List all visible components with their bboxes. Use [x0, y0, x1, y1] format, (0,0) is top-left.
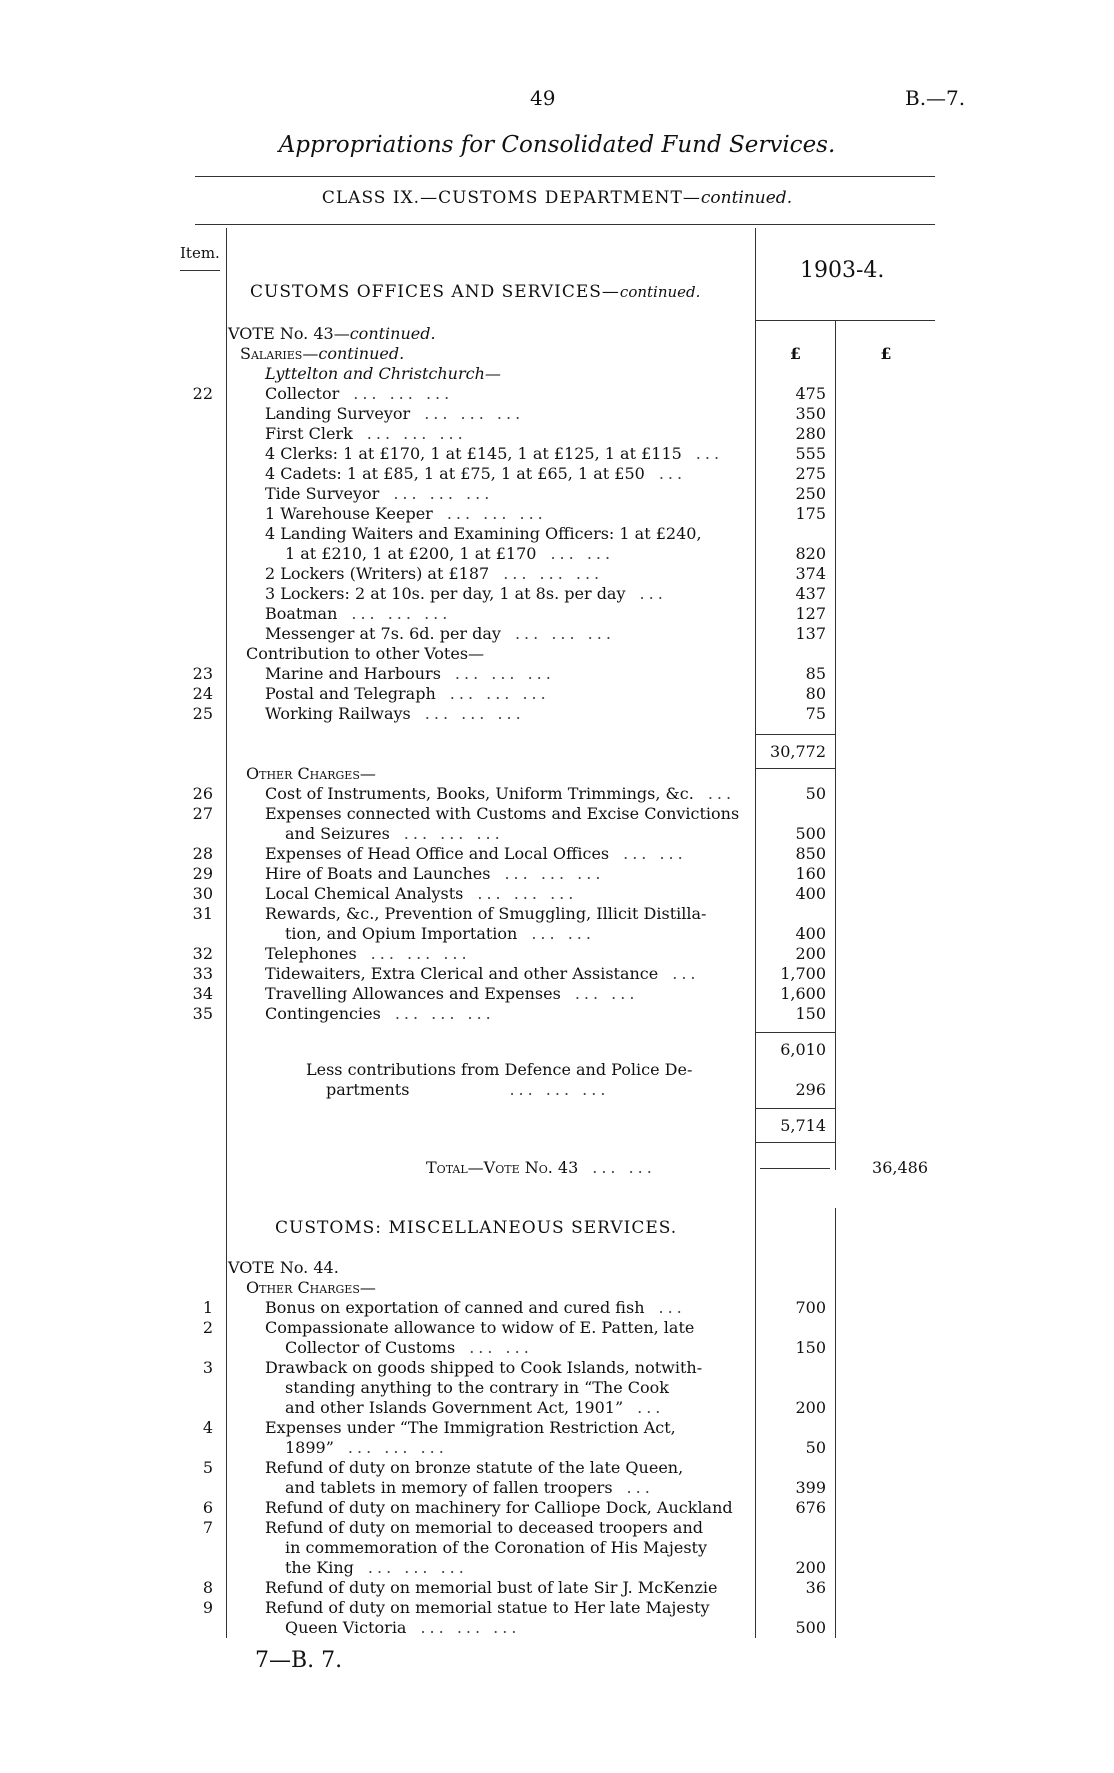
line-item-amount: 850 — [795, 844, 826, 863]
net-rule-bottom — [756, 1142, 835, 1143]
dot-leader: ... ... — [574, 984, 639, 1003]
dot-leader: ... — [658, 1298, 686, 1317]
line-item-text — [285, 1558, 468, 1578]
line-item-label: Local Chemical Analysts — [265, 884, 464, 903]
line-item-amount: 150 — [795, 1338, 826, 1357]
year-header: 1903-4. — [800, 258, 885, 283]
line-item-text — [285, 1398, 664, 1418]
item-number: 24 — [192, 684, 213, 703]
line-item-text — [265, 684, 550, 704]
dot-leader: ... ... ... — [347, 1438, 448, 1457]
item-number: 4 — [202, 1418, 213, 1437]
other-charges-label: Other Charges— — [246, 764, 376, 783]
line-item-text — [265, 444, 723, 464]
line-item-text — [265, 1004, 495, 1024]
total-vote-43-label: Total—Vote No. 43 ... ... — [426, 1158, 656, 1177]
item-number: 7 — [202, 1518, 213, 1537]
less-contributions-line1: Less contributions from Defence and Police De- — [306, 1060, 693, 1079]
other-subtotal-rule — [756, 1032, 835, 1033]
line-item-label: Refund of duty on machinery for Calliope Dock, Auckland — [265, 1498, 733, 1517]
dot-leader: ... ... ... — [393, 484, 494, 503]
line-item-amount: 250 — [795, 484, 826, 503]
dot-leader: ... ... — [623, 844, 687, 863]
salaries-subtotal-rule-bottom — [756, 768, 835, 769]
salaries-subtotal-rule — [756, 734, 835, 735]
line-item-text — [265, 984, 638, 1004]
line-item-label: Cost of Instruments, Books, Uniform Trimmings, &c. — [265, 784, 694, 803]
line-item-label: Queen Victoria — [285, 1618, 407, 1637]
item-number: 2 — [202, 1318, 213, 1337]
pound-sign-col1: £ — [789, 344, 802, 363]
section-title: CUSTOMS OFFICES AND SERVICES—continued. — [250, 282, 701, 302]
dot-leader: ... ... — [531, 924, 595, 943]
item-column-rule — [226, 228, 227, 1638]
line-item-label: 3 Lockers: 2 at 10s. per day, 1 at 8s. per day — [265, 584, 626, 603]
location-heading: Lyttelton and Christchurch— — [265, 364, 501, 383]
line-item-label: and tablets in memory of fallen troopers — [285, 1478, 613, 1497]
year-header-rule — [756, 320, 935, 321]
line-item-text — [265, 844, 687, 864]
line-item-amount: 676 — [795, 1498, 826, 1517]
line-item-label: Collector of Customs — [285, 1338, 456, 1357]
line-item-text — [265, 1358, 702, 1378]
line-item-label: Travelling Allowances and Expenses — [265, 984, 561, 1003]
line-item-amount: 350 — [795, 404, 826, 423]
line-item-text — [265, 1598, 710, 1618]
item-number: 1 — [202, 1298, 213, 1317]
line-item-amount: 200 — [795, 1558, 826, 1577]
line-item-amount: 1,700 — [780, 964, 826, 983]
line-item-label: Expenses of Head Office and Local Offices — [265, 844, 610, 863]
line-item-text — [285, 1618, 520, 1638]
class-title: CLASS IX.—CUSTOMS DEPARTMENT—continued. — [321, 188, 793, 208]
salaries-label: Salaries—continued. — [240, 344, 405, 363]
line-item-text — [285, 1478, 654, 1498]
item-number: 6 — [202, 1498, 213, 1517]
line-item-label: First Clerk — [265, 424, 353, 443]
line-item-text — [265, 524, 702, 544]
line-item-label: Collector — [265, 384, 340, 403]
dot-leader: ... ... — [469, 1338, 533, 1357]
dot-leader: ... ... ... — [424, 704, 525, 723]
item-number: 34 — [192, 984, 213, 1003]
line-item-label: Expenses connected with Customs and Excise Convictions — [265, 804, 740, 823]
dot-leader: ... ... ... — [477, 884, 578, 903]
amount-column-rule-right-lower — [835, 1208, 836, 1638]
dot-leader: ... — [637, 1398, 665, 1417]
line-item-amount: 700 — [795, 1298, 826, 1317]
contribution-label: Contribution to other Votes— — [246, 644, 485, 663]
line-item-amount: 160 — [795, 864, 826, 883]
item-number: 28 — [192, 844, 213, 863]
vote-43-label: VOTE No. 43—continued. — [228, 324, 436, 343]
line-item-text — [265, 804, 739, 824]
dot-leader: ... ... — [550, 544, 615, 563]
vote-44-label: VOTE No. 44. — [228, 1258, 339, 1277]
dot-leader: ... ... ... — [367, 1558, 468, 1577]
line-item-text — [285, 924, 595, 944]
line-item-text — [265, 564, 603, 584]
line-item-amount: 820 — [795, 544, 826, 563]
line-item-amount: 50 — [805, 1438, 826, 1457]
dot-leader: ... ... ... — [454, 664, 555, 683]
line-item-text — [265, 1498, 733, 1518]
pound-sign-col2: £ — [880, 344, 892, 363]
line-item-label: 2 Lockers (Writers) at £187 — [265, 564, 490, 583]
line-item-amount: 137 — [795, 624, 826, 643]
line-item-label: Hire of Boats and Launches — [265, 864, 491, 883]
line-item-text — [285, 1338, 533, 1358]
dot-leader: ... ... ... — [366, 424, 467, 443]
dot-leader: ... ... ... — [514, 624, 615, 643]
line-item-text — [285, 544, 614, 564]
item-number: 9 — [202, 1598, 213, 1617]
line-item-label: 4 Cadets: 1 at £85, 1 at £75, 1 at £65, 1 at £50 — [265, 464, 645, 483]
line-item-amount: 200 — [795, 1398, 826, 1417]
dot-leader: ... ... ... — [353, 384, 454, 403]
line-item-amount: 36 — [805, 1578, 826, 1597]
line-item-text — [265, 904, 706, 924]
item-number: 33 — [192, 964, 213, 983]
line-item-amount: 175 — [795, 504, 826, 523]
line-item-label: Drawback on goods shipped to Cook Islands, notwith- — [265, 1358, 703, 1377]
line-item-amount: 555 — [795, 444, 826, 463]
line-item-amount: 200 — [795, 944, 826, 963]
salaries-subtotal: 30,772 — [770, 742, 826, 761]
line-item-amount: 500 — [795, 1618, 826, 1637]
line-item-amount: 80 — [805, 684, 826, 703]
line-item-label: 1 at £210, 1 at £200, 1 at £170 — [285, 544, 537, 563]
title-rule — [195, 176, 935, 177]
line-item-text — [265, 1458, 683, 1478]
item-number: 29 — [192, 864, 213, 883]
dot-leader: ... ... ... — [504, 864, 605, 883]
line-item-text — [265, 464, 686, 484]
line-item-text — [285, 1538, 707, 1558]
line-item-text — [285, 824, 504, 844]
dot-leader: ... — [658, 464, 687, 483]
dot-leader: ... ... ... — [446, 504, 547, 523]
line-item-text — [265, 944, 471, 964]
line-item-text — [265, 424, 467, 444]
line-item-amount: 1,600 — [780, 984, 826, 1003]
line-item-label: 1899” — [285, 1438, 334, 1457]
line-item-label: Working Railways — [265, 704, 411, 723]
dot-leader: ... ... ... — [351, 604, 452, 623]
page-number: 49 — [530, 86, 556, 110]
less-contributions-line2: partments ... ... ... — [326, 1080, 610, 1099]
line-item-text — [265, 1578, 717, 1598]
line-item-label: Contingencies — [265, 1004, 381, 1023]
report-reference: B.—7. — [905, 86, 966, 110]
line-item-label: 4 Landing Waiters and Examining Officers: 1 at £240, — [265, 524, 702, 543]
line-item-amount: 75 — [805, 704, 826, 723]
item-number: 27 — [192, 804, 213, 823]
line-item-text — [265, 404, 524, 424]
line-item-label: Tide Surveyor — [265, 484, 380, 503]
line-item-text — [265, 624, 615, 644]
line-item-text — [265, 504, 547, 524]
line-item-label: and Seizures — [285, 824, 390, 843]
line-item-label: in commemoration of the Coronation of His Majesty — [285, 1538, 708, 1557]
line-item-label: Postal and Telegraph — [265, 684, 436, 703]
line-item-text — [285, 1438, 448, 1458]
line-item-label: Refund of duty on bronze statute of the late Queen, — [265, 1458, 684, 1477]
item-number: 3 — [202, 1358, 213, 1377]
line-item-label: Rewards, &c., Prevention of Smuggling, Illicit Distilla- — [265, 904, 707, 923]
line-item-label: standing anything to the contrary in “The Cook — [285, 1378, 669, 1397]
line-item-amount: 275 — [795, 464, 826, 483]
line-item-label: Marine and Harbours — [265, 664, 441, 683]
line-item-amount: 475 — [795, 384, 826, 403]
line-item-text — [265, 964, 700, 984]
item-header-rule — [180, 270, 220, 271]
line-item-text — [265, 1418, 676, 1438]
dot-leader: ... — [639, 584, 667, 603]
line-item-label: Expenses under “The Immigration Restriction Act, — [265, 1418, 676, 1437]
dot-leader: ... — [695, 444, 724, 463]
page-signature: 7—B. 7. — [255, 1648, 343, 1673]
dot-leader: ... ... ... — [420, 1618, 521, 1637]
line-item-text — [265, 584, 667, 604]
dot-leader: ... ... ... — [370, 944, 471, 963]
line-item-amount: 399 — [795, 1478, 826, 1497]
line-item-text — [265, 664, 555, 684]
line-item-label: Refund of duty on memorial bust of late Sir J. McKenzie — [265, 1578, 718, 1597]
line-item-label: Boatman — [265, 604, 338, 623]
item-number: 25 — [192, 704, 213, 723]
item-column-header: Item. — [180, 244, 220, 262]
dot-leader: ... — [707, 784, 736, 803]
line-item-amount: 400 — [795, 924, 826, 943]
item-number: 22 — [192, 384, 213, 403]
line-item-text — [265, 864, 604, 884]
other-subtotal: 6,010 — [780, 1040, 826, 1059]
amount-column-rule-right — [835, 320, 836, 1170]
line-item-text — [265, 1318, 694, 1338]
line-item-label: Compassionate allowance to widow of E. Patten, late — [265, 1318, 695, 1337]
line-item-text — [265, 784, 735, 804]
line-item-text — [265, 484, 493, 504]
line-item-label: Bonus on exportation of canned and cured fish — [265, 1298, 645, 1317]
dot-leader: ... ... ... — [403, 824, 504, 843]
misc-other-charges-label: Other Charges— — [246, 1278, 376, 1297]
page-title: Appropriations for Consolidated Fund Services. — [278, 132, 836, 158]
total-vote-43-amount: 36,486 — [872, 1158, 928, 1177]
line-item-label: tion, and Opium Importation — [285, 924, 518, 943]
less-contributions-amount: 296 — [795, 1080, 826, 1099]
line-item-label: Landing Surveyor — [265, 404, 411, 423]
total-rule — [760, 1168, 830, 1169]
net-other-charges: 5,714 — [780, 1116, 826, 1135]
line-item-label: and other Islands Government Act, 1901” — [285, 1398, 624, 1417]
item-number: 31 — [192, 904, 213, 923]
class-rule — [195, 224, 935, 225]
line-item-amount: 50 — [805, 784, 826, 803]
line-item-text — [285, 1378, 669, 1398]
dot-leader: ... — [626, 1478, 654, 1497]
line-item-amount: 85 — [805, 664, 826, 683]
item-number: 32 — [192, 944, 213, 963]
line-item-amount: 437 — [795, 584, 826, 603]
item-number: 8 — [202, 1578, 213, 1597]
net-rule — [756, 1108, 835, 1109]
line-item-text — [265, 884, 577, 904]
dot-leader: ... ... ... — [449, 684, 550, 703]
dot-leader: ... — [672, 964, 700, 983]
line-item-label: Refund of duty on memorial to deceased troopers and — [265, 1518, 704, 1537]
line-item-amount: 374 — [795, 564, 826, 583]
line-item-text — [265, 1518, 703, 1538]
dot-leader: ... ... ... — [503, 564, 604, 583]
dot-leader: ... ... ... — [424, 404, 525, 423]
line-item-amount: 500 — [795, 824, 826, 843]
line-item-amount: 400 — [795, 884, 826, 903]
item-number: 30 — [192, 884, 213, 903]
item-number: 5 — [202, 1458, 213, 1477]
line-item-text — [265, 704, 525, 724]
line-item-amount: 280 — [795, 424, 826, 443]
line-item-amount: 127 — [795, 604, 826, 623]
line-item-text — [265, 384, 453, 404]
line-item-label: Refund of duty on memorial statue to Her late Majesty — [265, 1598, 710, 1617]
item-number: 23 — [192, 664, 213, 683]
item-number: 35 — [192, 1004, 213, 1023]
line-item-label: Tidewaiters, Extra Clerical and other Assistance — [265, 964, 659, 983]
line-item-text — [265, 1298, 686, 1318]
line-item-label: 4 Clerks: 1 at £170, 1 at £145, 1 at £125, 1 at £115 — [265, 444, 682, 463]
line-item-label: Messenger at 7s. 6d. per day — [265, 624, 501, 643]
line-item-label: Telephones — [265, 944, 357, 963]
dot-leader: ... ... ... — [394, 1004, 495, 1023]
line-item-label: 1 Warehouse Keeper — [265, 504, 433, 523]
line-item-label: the King — [285, 1558, 354, 1577]
misc-section-title: CUSTOMS: MISCELLANEOUS SERVICES. — [275, 1218, 678, 1238]
line-item-text — [265, 604, 451, 624]
item-number: 26 — [192, 784, 213, 803]
line-item-amount: 150 — [795, 1004, 826, 1023]
